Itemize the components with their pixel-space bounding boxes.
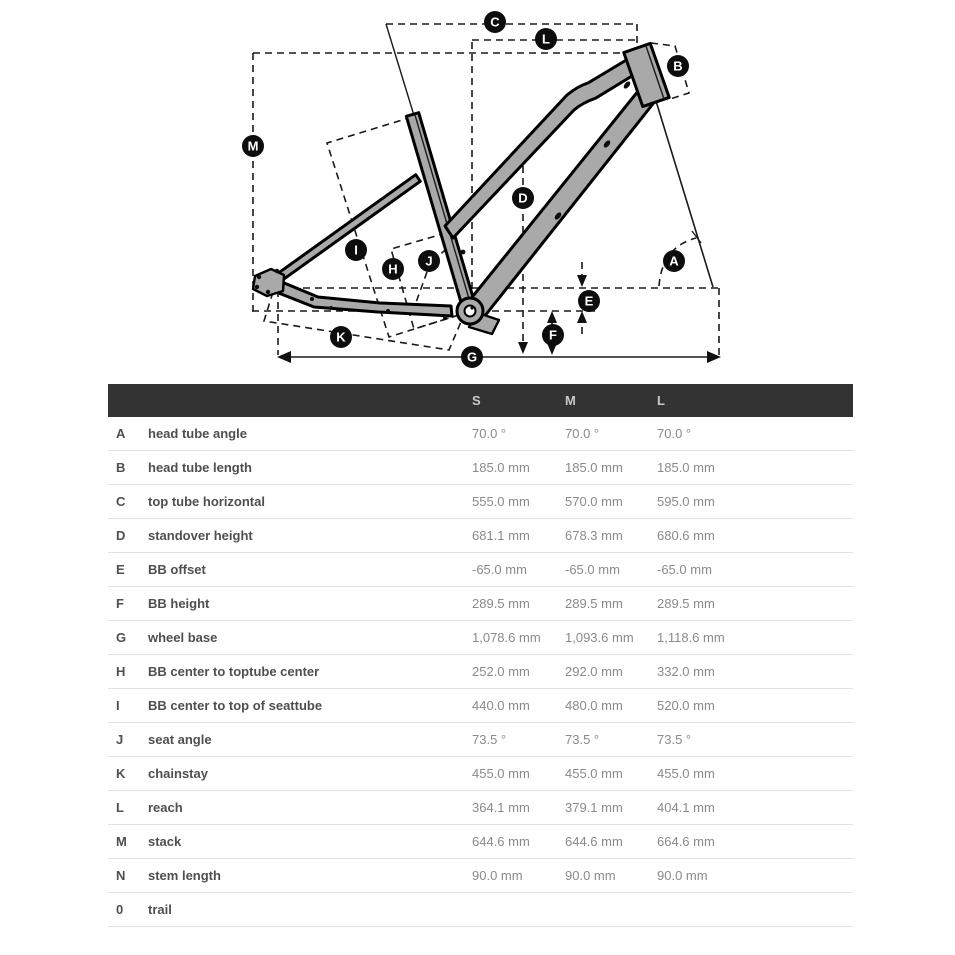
table-row — [108, 791, 853, 825]
svg-text:A: A — [669, 253, 679, 269]
table-row — [108, 553, 853, 587]
table-row — [108, 859, 853, 893]
row-value: 1,118.6 mm — [657, 621, 853, 655]
row-label: seat angle — [148, 723, 472, 757]
diagram-label-M — [242, 135, 264, 157]
header-size-l: L — [657, 384, 853, 417]
row-value: 678.3 mm — [565, 519, 657, 553]
row-key: J — [108, 723, 148, 757]
diagram-label-H — [382, 258, 404, 280]
row-value: 644.6 mm — [565, 825, 657, 859]
row-value: 185.0 mm — [472, 451, 565, 485]
row-key: G — [108, 621, 148, 655]
row-label: wheel base — [148, 621, 472, 655]
row-label: stack — [148, 825, 472, 859]
row-value: 680.6 mm — [657, 519, 853, 553]
row-value: 440.0 mm — [472, 689, 565, 723]
row-label: BB offset — [148, 553, 472, 587]
row-value: 455.0 mm — [657, 757, 853, 791]
bike-frame — [253, 43, 669, 334]
row-value: 70.0 ° — [565, 417, 657, 451]
row-key: F — [108, 587, 148, 621]
row-key: N — [108, 859, 148, 893]
table-row — [108, 825, 853, 859]
svg-text:F: F — [549, 327, 557, 343]
row-value: 73.5 ° — [565, 723, 657, 757]
row-value — [472, 893, 565, 927]
diagram-label-L — [535, 28, 557, 50]
row-value: 595.0 mm — [657, 485, 853, 519]
row-key: H — [108, 655, 148, 689]
head-tube — [624, 43, 669, 106]
row-label: head tube angle — [148, 417, 472, 451]
diagram-label-C — [484, 11, 506, 33]
row-value: 252.0 mm — [472, 655, 565, 689]
row-value: 455.0 mm — [565, 757, 657, 791]
header-label-col — [148, 384, 472, 417]
table-row — [108, 451, 853, 485]
svg-text:H: H — [388, 261, 398, 277]
row-label: standover height — [148, 519, 472, 553]
row-value: 289.5 mm — [657, 587, 853, 621]
row-value: -65.0 mm — [657, 553, 853, 587]
diagram-label-E — [578, 290, 600, 312]
row-value: -65.0 mm — [565, 553, 657, 587]
diagram-label-A — [663, 250, 685, 272]
table-row — [108, 723, 853, 757]
diagram-label-K — [330, 326, 352, 348]
table-row — [108, 587, 853, 621]
diagram-label-B — [667, 55, 689, 77]
table-row — [108, 893, 853, 927]
row-value: 664.6 mm — [657, 825, 853, 859]
svg-text:E: E — [584, 293, 594, 309]
row-value: 292.0 mm — [565, 655, 657, 689]
row-value: 185.0 mm — [657, 451, 853, 485]
row-value: 90.0 mm — [657, 859, 853, 893]
row-value: 185.0 mm — [565, 451, 657, 485]
table-row — [108, 655, 853, 689]
table-row — [108, 689, 853, 723]
row-value: 90.0 mm — [565, 859, 657, 893]
row-value: 73.5 ° — [472, 723, 565, 757]
diagram-label-D — [512, 187, 534, 209]
row-value: 1,093.6 mm — [565, 621, 657, 655]
chainstay — [271, 280, 452, 316]
row-value: -65.0 mm — [472, 553, 565, 587]
table-row — [108, 621, 853, 655]
row-value: 70.0 ° — [472, 417, 565, 451]
row-value: 289.5 mm — [565, 587, 657, 621]
row-label: chainstay — [148, 757, 472, 791]
row-value — [565, 893, 657, 927]
table-row — [108, 519, 853, 553]
row-key: L — [108, 791, 148, 825]
svg-text:K: K — [336, 329, 346, 345]
row-value: 90.0 mm — [472, 859, 565, 893]
table-header-row — [108, 384, 853, 417]
svg-text:C: C — [490, 14, 500, 30]
svg-text:J: J — [425, 253, 433, 269]
diagram-label-F — [542, 324, 564, 346]
header-key-col — [108, 384, 148, 417]
row-value: 520.0 mm — [657, 689, 853, 723]
row-value: 644.6 mm — [472, 825, 565, 859]
row-value: 480.0 mm — [565, 689, 657, 723]
svg-text:B: B — [673, 58, 683, 74]
row-key: K — [108, 757, 148, 791]
row-value: 289.5 mm — [472, 587, 565, 621]
row-value: 332.0 mm — [657, 655, 853, 689]
row-value: 73.5 ° — [657, 723, 853, 757]
row-key: A — [108, 417, 148, 451]
row-value: 455.0 mm — [472, 757, 565, 791]
svg-text:G: G — [466, 349, 478, 365]
row-label: top tube horizontal — [148, 485, 472, 519]
geometry-table — [108, 384, 853, 927]
table-row — [108, 485, 853, 519]
diagram-label-J — [418, 250, 440, 272]
row-value: 681.1 mm — [472, 519, 565, 553]
row-value: 70.0 ° — [657, 417, 853, 451]
row-value: 379.1 mm — [565, 791, 657, 825]
row-key: I — [108, 689, 148, 723]
svg-text:I: I — [354, 242, 358, 258]
row-value: 364.1 mm — [472, 791, 565, 825]
table-row — [108, 417, 853, 451]
table-row — [108, 757, 853, 791]
row-value: 570.0 mm — [565, 485, 657, 519]
geometry-table-body — [108, 417, 853, 927]
row-label: BB center to toptube center — [148, 655, 472, 689]
diagram-label-I — [345, 239, 367, 261]
diagram-label-G — [461, 346, 483, 368]
frame-geometry-diagram — [0, 0, 955, 384]
row-value: 1,078.6 mm — [472, 621, 565, 655]
row-key: D — [108, 519, 148, 553]
row-key: M — [108, 825, 148, 859]
row-value — [657, 893, 853, 927]
row-label: trail — [148, 893, 472, 927]
row-label: head tube length — [148, 451, 472, 485]
svg-text:L: L — [542, 31, 550, 47]
row-label: stem length — [148, 859, 472, 893]
row-label: BB center to top of seattube — [148, 689, 472, 723]
row-key: C — [108, 485, 148, 519]
row-value: 404.1 mm — [657, 791, 853, 825]
svg-text:D: D — [518, 190, 528, 206]
row-value: 555.0 mm — [472, 485, 565, 519]
svg-text:M: M — [247, 138, 259, 154]
row-key: B — [108, 451, 148, 485]
row-key: 0 — [108, 893, 148, 927]
header-size-m: M — [565, 384, 657, 417]
row-key: E — [108, 553, 148, 587]
row-label: reach — [148, 791, 472, 825]
header-size-s: S — [472, 384, 565, 417]
row-label: BB height — [148, 587, 472, 621]
